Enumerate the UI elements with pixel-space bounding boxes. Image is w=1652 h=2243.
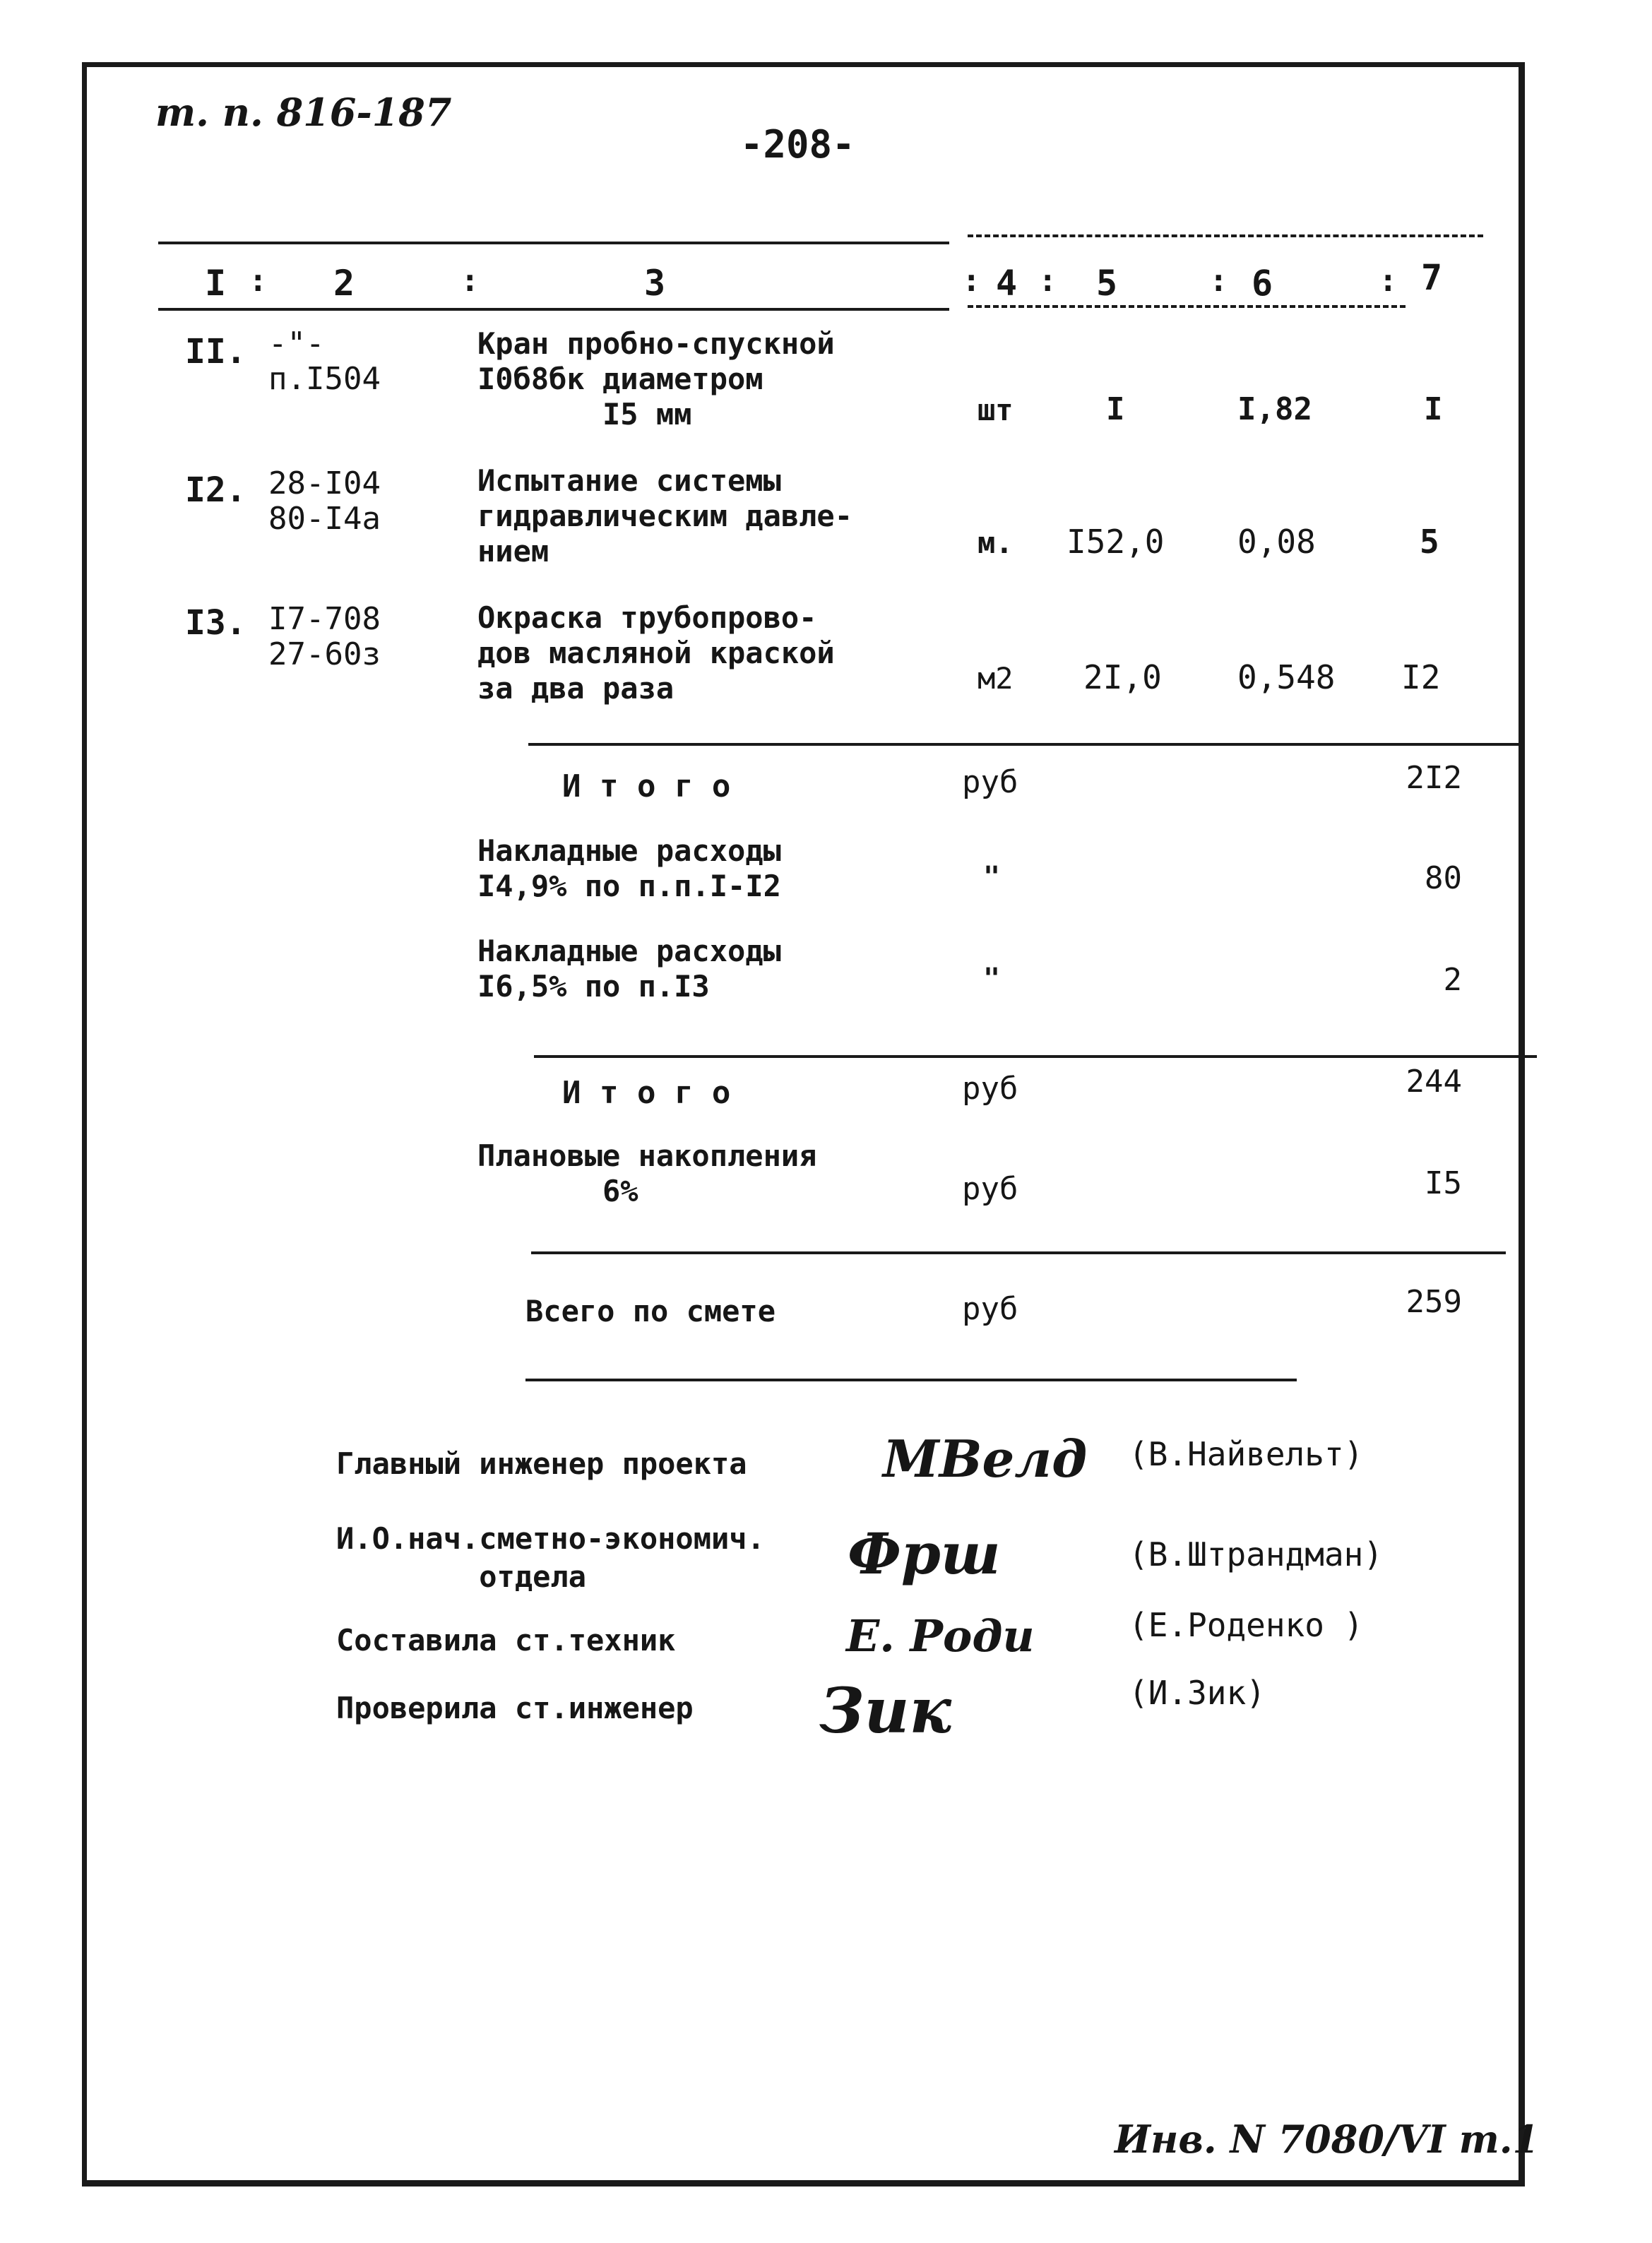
header-bottom-rule <box>158 308 949 311</box>
total-label: И т о г о <box>562 768 731 804</box>
signatory-role: Составила ст.техник <box>336 1623 676 1658</box>
row-unit: шт <box>977 393 1014 427</box>
row-cost: 5 <box>1420 523 1439 561</box>
page-number: -208- <box>740 122 855 167</box>
grand-total-label: Всего по смете <box>525 1294 776 1328</box>
row-price: 0,08 <box>1237 523 1316 561</box>
column-separator: : <box>460 263 480 299</box>
row-description: Кран пробно-спускной I0б8бк диаметром I5 мм <box>477 326 835 432</box>
grand-total-value: 259 <box>1406 1284 1462 1320</box>
row-code: 28-I04 80-I4а <box>268 465 381 537</box>
row-unit: м2 <box>977 661 1014 696</box>
header-top-rule <box>158 242 949 244</box>
signatory-role: Главный инженер проекта <box>336 1446 747 1481</box>
total-value: 80 <box>1425 860 1462 896</box>
totals-rule <box>528 743 1523 746</box>
header-bottom-rule-right <box>968 305 1406 308</box>
total-unit: " <box>983 861 1001 893</box>
row-number: I2. <box>185 470 246 510</box>
row-cost: I <box>1424 391 1443 427</box>
column-header: 7 <box>1421 257 1443 298</box>
row-number: I3. <box>185 603 246 643</box>
column-header: 3 <box>644 263 666 304</box>
total-label: И т о г о <box>562 1075 731 1111</box>
header-top-rule-right <box>968 234 1483 237</box>
column-header: 2 <box>333 263 355 304</box>
total-unit: руб <box>962 764 1018 800</box>
column-header: 5 <box>1096 263 1118 304</box>
closing-rule <box>525 1379 1297 1381</box>
row-quantity: 2I,0 <box>1083 658 1162 696</box>
column-separator: : <box>1209 263 1228 299</box>
signatory-name: (В.Штрандман) <box>1129 1535 1384 1573</box>
document-reference: т. п. 816-187 <box>155 90 452 135</box>
total-label: Накладные расходы I6,5% по п.I3 <box>477 934 781 1004</box>
handwritten-signature: Зик <box>819 1674 951 1747</box>
total-value: 244 <box>1406 1064 1462 1100</box>
totals-rule <box>531 1251 1506 1254</box>
total-value: I5 <box>1425 1165 1462 1201</box>
total-unit: руб <box>962 1291 1018 1327</box>
signatory-name: (Е.Роденко ) <box>1129 1606 1364 1644</box>
total-value: 2I2 <box>1406 760 1462 796</box>
row-cost: I2 <box>1401 658 1441 696</box>
column-header: I <box>205 263 227 304</box>
total-unit: " <box>983 963 1001 995</box>
column-separator: : <box>249 263 268 299</box>
row-price: 0,548 <box>1237 658 1336 696</box>
total-label: Накладные расходы I4,9% по п.п.I-I2 <box>477 833 781 903</box>
totals-rule <box>534 1055 1537 1058</box>
row-price: I,82 <box>1237 391 1312 427</box>
total-unit: руб <box>962 1171 1018 1207</box>
row-code: I7-708 27-60з <box>268 601 381 672</box>
row-quantity: I <box>1106 391 1125 427</box>
handwritten-signature: Фрш <box>848 1521 1001 1587</box>
column-header: 6 <box>1252 263 1273 304</box>
signatory-name: (В.Найвельт) <box>1129 1435 1364 1473</box>
signatory-role: И.О.нач.сметно-экономич. отдела <box>336 1521 765 1594</box>
handwritten-signature: МВелд <box>883 1429 1088 1489</box>
inventory-note: Инв. N 7080/VI т.1 <box>1115 2117 1540 2162</box>
row-number: II. <box>185 332 246 371</box>
row-unit: м. <box>977 525 1014 560</box>
total-label: Плановые накопления 6% <box>477 1138 817 1208</box>
column-separator: : <box>1379 263 1398 299</box>
signatory-role: Проверила ст.инженер <box>336 1691 694 1725</box>
total-value: 2 <box>1443 962 1462 998</box>
column-separator: : <box>1038 263 1057 299</box>
row-quantity: I52,0 <box>1066 523 1165 561</box>
row-description: Испытание системы гидравлическим давле- нием <box>477 463 853 569</box>
signatory-name: (И.Зик) <box>1129 1674 1266 1712</box>
column-separator: : <box>962 263 981 299</box>
row-code: -"- п.I504 <box>268 326 381 397</box>
handwritten-signature: Е. Роди <box>846 1610 1035 1662</box>
total-unit: руб <box>962 1071 1018 1107</box>
row-description: Окраска трубопрово- дов масляной краской за два раза <box>477 600 835 706</box>
column-header: 4 <box>996 263 1018 304</box>
